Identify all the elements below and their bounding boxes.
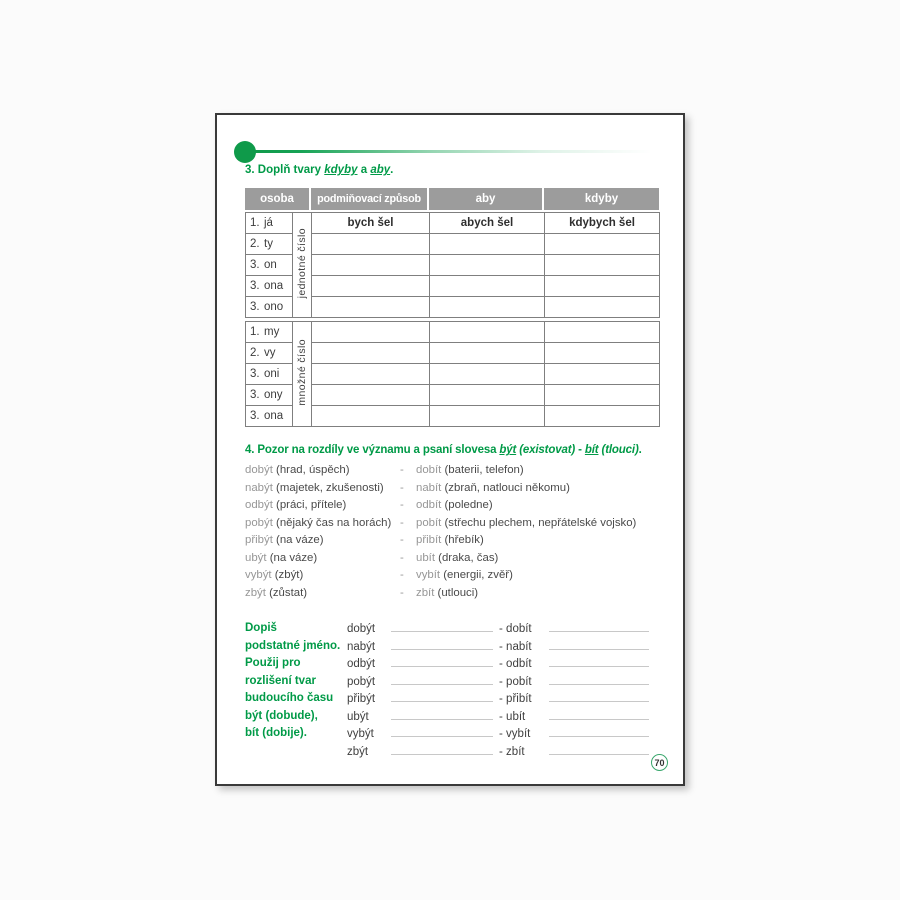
word-pair-row: vybýt (zbýt) - vybít (energii, zvěř) (245, 567, 636, 585)
answer-cell (545, 385, 660, 406)
word-pair-row: odbýt (práci, přítele) - odbít (poledne) (245, 497, 636, 515)
fill-in-row: nabýt - nabít (347, 638, 653, 656)
heading4-period: . (638, 444, 642, 456)
answer-cell (312, 322, 430, 343)
blank-line (549, 655, 649, 667)
person-cell: 3. oni (246, 364, 293, 385)
answer-cell (430, 276, 545, 297)
fill-in-row: vybýt - vybít (347, 725, 653, 743)
answer-cell (430, 322, 545, 343)
person-cell: 3. ona (246, 276, 293, 297)
heading4-note-existovat: (existovat) (519, 444, 576, 456)
pair-dash: - (400, 534, 404, 546)
heading4-note-tlouci: (tlouci) (601, 444, 639, 456)
fill-in-row: dobýt - dobít (347, 620, 653, 638)
pair-dash: - (400, 516, 404, 529)
answer-cell: bych šel (312, 213, 430, 234)
answer-cell (312, 297, 430, 318)
singular-rotated-label: jednotné číslo (296, 228, 308, 299)
word-pairs-list (245, 462, 636, 602)
blank-line (391, 708, 493, 720)
fill-in-exercise (347, 620, 653, 760)
answer-cell (312, 255, 430, 276)
word-pair-row: přibýt (na váze) - přibít (hřebík) (245, 532, 636, 550)
heading4-dash: - (578, 444, 582, 456)
divider-line (253, 150, 652, 153)
table-row (246, 213, 660, 234)
exercise-instructions: Dopiš podstatné jméno. Použij pro rozlišení tvar budoucího času být (dobude), bít (dobije). (245, 622, 341, 739)
answer-cell (430, 385, 545, 406)
word-pair-row: ubýt (na váze) - ubít (draka, čas) (245, 550, 636, 568)
person-cell: 2. ty (246, 234, 293, 255)
plural-rotated-label: množné číslo (296, 339, 308, 406)
word-pair-row: nabýt (majetek, zkušenosti) - nabít (zbraň, natlouci někomu) (245, 480, 636, 498)
blank-line (549, 690, 649, 702)
page-number: 70 (654, 757, 665, 768)
person-cell: 1. my (246, 322, 293, 343)
answer-cell (430, 255, 545, 276)
pair-dash: - (400, 586, 404, 599)
person-cell: 3. on (246, 255, 293, 276)
answer-cell (430, 234, 545, 255)
heading4-word-byt: být (499, 444, 517, 456)
col-header-kdyby: kdyby (544, 188, 659, 210)
word-pair-row: dobýt (hrad, úspěch) - dobít (baterii, telefon) (245, 462, 636, 480)
answer-cell (312, 406, 430, 427)
blank-line (391, 638, 493, 650)
blank-line (391, 743, 493, 755)
col-header-osoba: osoba (245, 188, 309, 210)
answer-cell: kdybych šel (545, 213, 660, 234)
section3-heading (245, 164, 393, 176)
heading4-word-bit: bít (584, 444, 599, 456)
person-cell: 2. vy (246, 343, 293, 364)
answer-cell (430, 364, 545, 385)
blank-line (549, 673, 649, 685)
answer-cell (545, 297, 660, 318)
answer-cell (430, 343, 545, 364)
person-cell: 3. ono (246, 297, 293, 318)
answer-cell (312, 364, 430, 385)
pair-dash: - (400, 499, 404, 511)
person-cell: 1. já (246, 213, 293, 234)
blank-line (549, 638, 649, 650)
answer-cell (545, 276, 660, 297)
answer-cell (545, 364, 660, 385)
table-row (246, 322, 660, 343)
workbook-page (215, 113, 685, 786)
blank-line (549, 743, 649, 755)
answer-cell (545, 255, 660, 276)
pair-dash: - (400, 551, 404, 564)
fill-in-row: zbýt - zbít (347, 743, 653, 761)
heading4-pre: 4. Pozor na rozdíly ve významu a psaní slovesa (245, 444, 497, 456)
blank-line (391, 690, 493, 702)
person-cell: 3. ony (246, 385, 293, 406)
blank-line (549, 620, 649, 632)
answer-cell (312, 343, 430, 364)
heading3-period: . (390, 164, 394, 176)
answer-cell (430, 406, 545, 427)
fill-in-row: odbýt - odbít (347, 655, 653, 673)
blank-line (391, 620, 493, 632)
heading3-pre: 3. Doplň tvary (245, 164, 322, 176)
answer-cell (430, 297, 545, 318)
blank-line (549, 708, 649, 720)
blank-line (391, 673, 493, 685)
fill-in-row: pobýt - pobít (347, 673, 653, 691)
plural-block (245, 321, 660, 427)
pair-dash: - (400, 481, 404, 494)
fill-in-row: ubýt - ubít (347, 708, 653, 726)
answer-cell (545, 234, 660, 255)
answer-cell (545, 406, 660, 427)
heading3-word-aby: aby (370, 164, 391, 176)
word-pair-row: zbýt (zůstat) - zbít (utlouci) (245, 585, 636, 603)
plural-label-cell (293, 322, 312, 427)
blank-line (391, 655, 493, 667)
answer-cell (312, 234, 430, 255)
fill-in-row: přibýt - přibít (347, 690, 653, 708)
section4-heading (245, 444, 642, 456)
person-cell: 3. ona (246, 406, 293, 427)
heading3-conj: a (360, 164, 368, 176)
heading3-word-kdyby: kdyby (324, 164, 358, 176)
col-header-aby: aby (429, 188, 542, 210)
page-number-badge (651, 754, 668, 771)
answer-cell (545, 322, 660, 343)
word-pair-row: pobýt (nějaký čas na horách) - pobít (střechu plechem, nepřátelské vojsko) (245, 515, 636, 533)
answer-cell (312, 276, 430, 297)
singular-label-cell (293, 213, 312, 318)
pair-dash: - (400, 464, 404, 476)
singular-block (245, 212, 660, 318)
pair-dash: - (400, 569, 404, 581)
answer-cell: abych šel (430, 213, 545, 234)
table-header-row (245, 188, 659, 210)
blank-line (549, 725, 649, 737)
conjugation-table (245, 188, 659, 430)
answer-cell (545, 343, 660, 364)
col-header-podminovaci-zpusob: podmiňovací způsob (311, 188, 427, 210)
blank-line (391, 725, 493, 737)
answer-cell (312, 385, 430, 406)
